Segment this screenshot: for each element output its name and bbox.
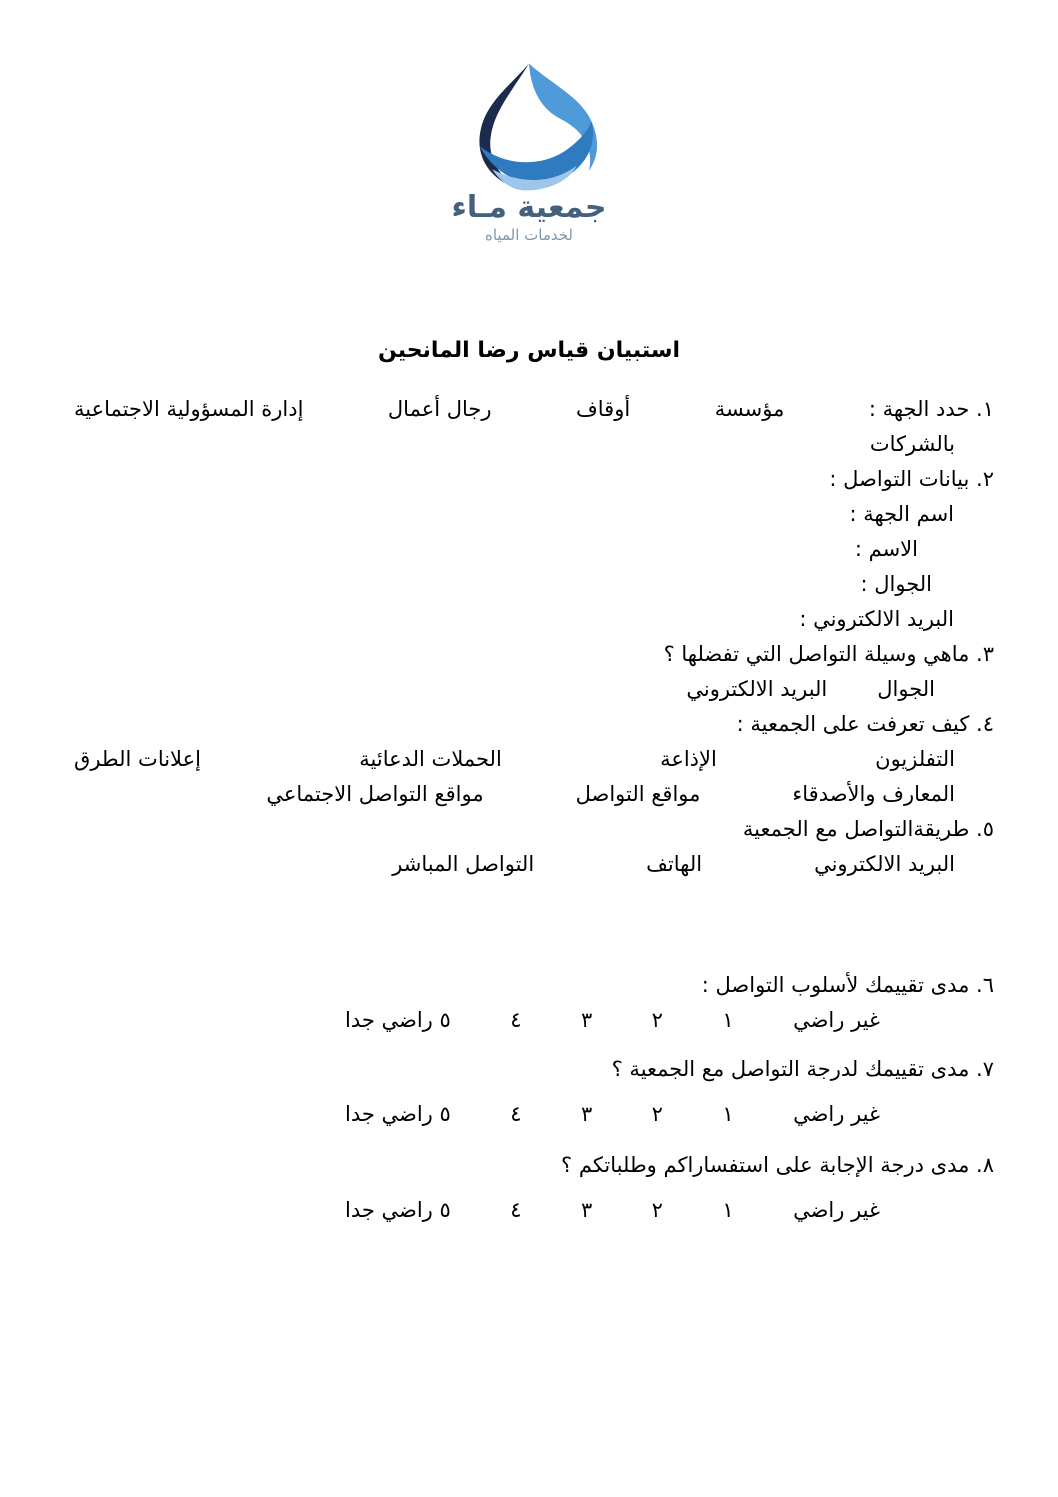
q5-option-direct: التواصل المباشر (392, 852, 535, 876)
q3-option-mobile: الجوال (877, 677, 935, 701)
scale-value-4: ٤ (510, 1198, 522, 1222)
scale-value-2: ٢ (651, 1198, 663, 1222)
scale-value-1: ١ (722, 1102, 734, 1126)
q4-options-row1 (0, 742, 1058, 777)
logo-mark (0, 60, 1058, 245)
q4-option-road-ads: إعلانات الطرق (74, 747, 201, 771)
q3-option-email: البريد الالكتروني (686, 677, 828, 701)
question-6: ٦. مدى تقييمك لأسلوب التواصل : (701, 973, 994, 997)
q4-option-friends: المعارف والأصدقاء (792, 782, 955, 806)
question-8: ٨. مدى درجة الإجابة على استفساراكم وطلباتكم ؟ (561, 1153, 994, 1177)
logo-brand: جمعية مـاء (451, 190, 607, 225)
q1-option-csr-wrap: بالشركات (869, 432, 955, 456)
question-1 (0, 392, 1058, 427)
scale-high-label: ٥ راضي جدا (345, 1198, 451, 1222)
water-drop-icon (440, 60, 618, 192)
scale-low-label: غير راضي (793, 1008, 880, 1032)
q1-label: ١. حدد الجهة : (868, 397, 994, 421)
scale-high-label: ٥ راضي جدا (345, 1008, 451, 1032)
q2-field-entity-name: اسم الجهة : (849, 502, 954, 526)
question-3: ٣. ماهي وسيلة التواصل التي تفضلها ؟ (663, 642, 994, 666)
q1-option-endowments: أوقاف (576, 397, 631, 421)
q1-option-foundation: مؤسسة (714, 397, 785, 421)
scale-value-2: ٢ (651, 1102, 663, 1126)
scale-value-3: ٣ (580, 1008, 593, 1032)
question-7: ٧. مدى تقييمك لدرجة التواصل مع الجمعية ؟ (611, 1057, 994, 1081)
q4-options-row2 (0, 777, 1058, 812)
q4-option-campaigns: الحملات الدعائية (359, 747, 502, 771)
logo-tagline: لخدمات المياه (485, 225, 573, 244)
page-title: استبيان قياس رضا المانحين (377, 338, 681, 363)
scale-value-1: ١ (722, 1008, 734, 1032)
q6-rating-scale (345, 1003, 880, 1038)
question-2: ٢. بيانات التواصل : (829, 467, 994, 491)
q4-option-comm-sites: مواقع التواصل (575, 782, 701, 806)
q1-option-csr: إدارة المسؤولية الاجتماعية (74, 397, 304, 421)
q4-option-television: التفلزيون (875, 747, 955, 771)
q8-rating-scale (345, 1193, 880, 1228)
question-4: ٤. كيف تعرفت على الجمعية : (736, 712, 994, 736)
scale-value-2: ٢ (651, 1008, 663, 1032)
scale-value-3: ٣ (580, 1198, 593, 1222)
scale-low-label: غير راضي (793, 1198, 880, 1222)
q7-rating-scale (345, 1097, 880, 1132)
scale-low-label: غير راضي (793, 1102, 880, 1126)
scale-value-4: ٤ (510, 1102, 522, 1126)
q5-option-email: البريد الالكتروني (814, 852, 955, 876)
q2-field-email: البريد الالكتروني : (799, 607, 954, 631)
q5-option-phone: الهاتف (646, 852, 703, 876)
q2-field-mobile: الجوال : (860, 572, 932, 596)
scale-value-4: ٤ (510, 1008, 522, 1032)
q4-option-radio: الإذاعة (660, 747, 717, 771)
q1-option-businessmen: رجال أعمال (387, 397, 492, 421)
q2-field-name: الاسم : (854, 537, 918, 561)
scale-high-label: ٥ راضي جدا (345, 1102, 451, 1126)
question-5: ٥. طريقةالتواصل مع الجمعية (742, 817, 994, 841)
scale-value-1: ١ (722, 1198, 734, 1222)
q3-options (0, 672, 1058, 707)
survey-body (0, 392, 1058, 1228)
q4-option-social-media: مواقع التواصل الاجتماعي (266, 782, 484, 806)
q5-options (0, 847, 1058, 882)
scale-value-3: ٣ (580, 1102, 593, 1126)
